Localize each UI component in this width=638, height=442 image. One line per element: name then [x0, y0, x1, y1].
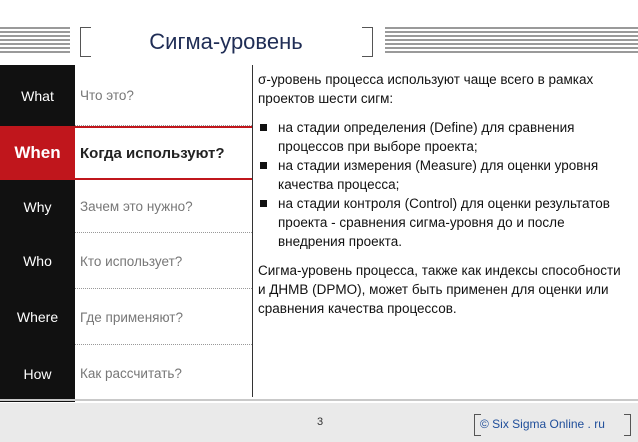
- header-stripes-left: [0, 27, 70, 55]
- nav-tag: Why: [0, 180, 75, 233]
- list-item: на стадии определения (Define) для сравнения процессов при выборе проекта;: [258, 118, 628, 156]
- list-item: на стадии контроля (Control) для оценки результатов проекта - сравнения сигма-уровня до и после внедрения проекта.: [258, 194, 628, 251]
- outro-text: Сигма-уровень процесса, также как индексы способности и ДНМВ (DPMO), может быть применен для оценки или сравнения качества процессов.: [258, 263, 621, 316]
- nav-question: Что это?: [80, 88, 134, 103]
- footer-divider: [0, 399, 638, 401]
- page-number: 3: [316, 416, 324, 428]
- nav-item-how[interactable]: [0, 345, 252, 402]
- nav-tag: What: [0, 65, 75, 126]
- list-item: на стадии измерения (Measure) для оценки уровня качества процесса;: [258, 156, 628, 194]
- page-title: Сигма-уровень: [149, 29, 303, 54]
- copyright-bracket-right: [624, 414, 631, 436]
- nav-tag: When: [0, 126, 75, 180]
- bullet-list: [258, 118, 628, 251]
- nav-question: Как рассчитать?: [80, 366, 182, 381]
- nav-item-why[interactable]: [0, 180, 252, 233]
- nav-tag: How: [0, 345, 75, 402]
- title-bracket-right: [362, 27, 373, 57]
- nav-question: Где применяют?: [80, 309, 183, 325]
- nav-tag: Who: [0, 233, 75, 289]
- nav-question: Кто использует?: [80, 253, 183, 269]
- nav-item-who[interactable]: [0, 233, 252, 289]
- nav-item-when[interactable]: [0, 126, 252, 180]
- nav-question: Зачем это нужно?: [80, 199, 193, 214]
- intro-text: σ-уровень процесса используют чаще всего в рамках проектов шести сигм:: [258, 72, 594, 106]
- question-nav: [0, 65, 252, 402]
- nav-item-what[interactable]: [0, 65, 252, 126]
- content-panel: [258, 70, 628, 328]
- copyright-link[interactable]: © Six Sigma Online . ru: [480, 417, 605, 431]
- nav-item-where[interactable]: [0, 289, 252, 345]
- panel-divider: [252, 65, 253, 397]
- header-stripes-right: [385, 27, 638, 55]
- nav-question: Когда используют?: [80, 144, 225, 162]
- nav-tag: Where: [0, 289, 75, 345]
